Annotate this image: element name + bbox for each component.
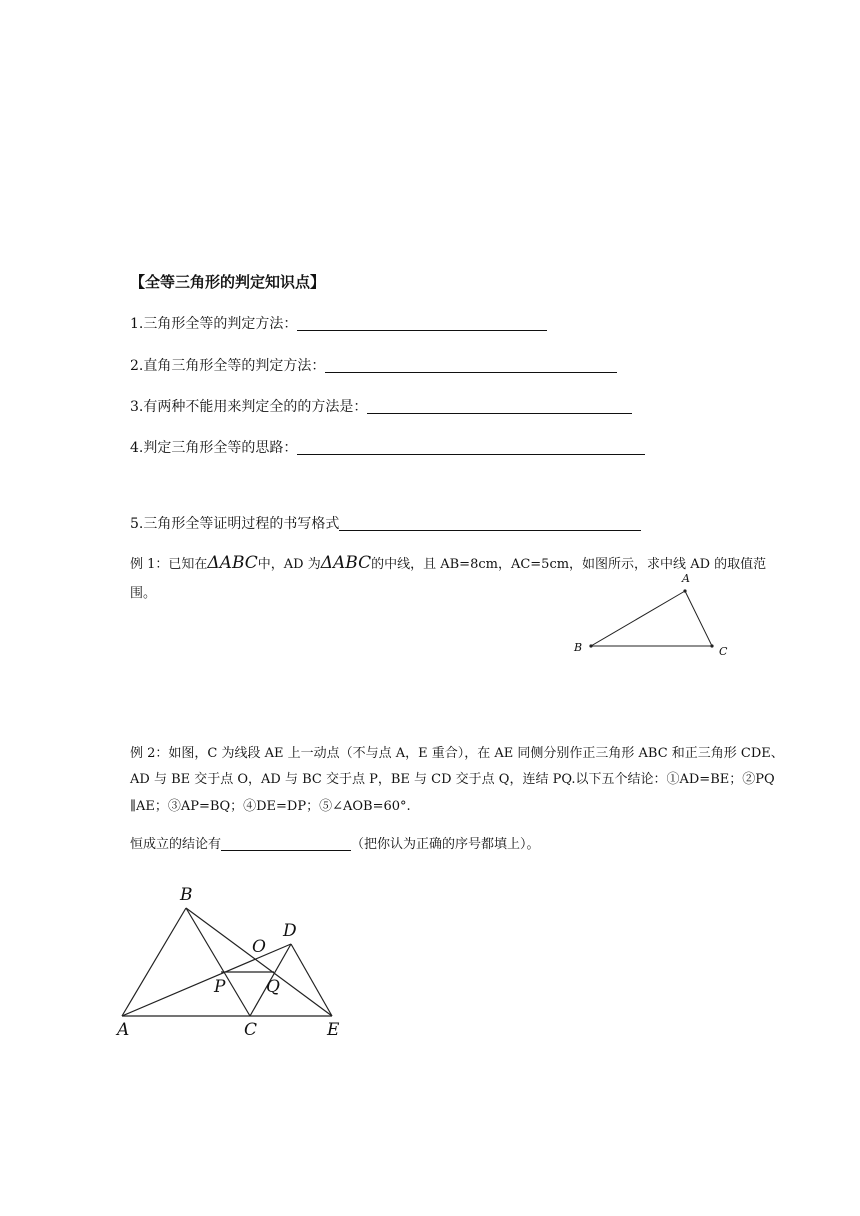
example-2-line-1: 例 2：如图，C 为线段 AE 上一动点（不与点 A，E 重合），在 AE 同侧分别作正三角形 ABC 和正三角形 CDE、 [130, 746, 784, 761]
figure-2-label-c: C [244, 1020, 258, 1040]
figure-2-label-d: D [283, 921, 297, 941]
example-1-text-a: 例 1：已知在 [130, 557, 208, 572]
item-5-label: 5.三角形全等证明过程的书写格式 [130, 516, 340, 532]
figure-2-label-q: Q [266, 977, 280, 997]
item-4-blank[interactable] [297, 440, 645, 455]
figure-2-label-e: E [327, 1020, 340, 1040]
figure-1-label-a: A [682, 572, 690, 585]
figure-2-label-b: B [180, 885, 193, 905]
figure-2-label-p: P [214, 977, 226, 997]
figure-1-label-c: C [719, 645, 728, 658]
figure-1-label-b: B [574, 641, 583, 654]
item-3-label: 3.有两种不能用来判定全的的方法是： [130, 399, 368, 415]
example-1-line-2: 围。 [130, 586, 157, 601]
triangle-symbol: ΔABC [320, 553, 372, 573]
item-5 [130, 513, 641, 533]
example-1-text-b: 中，AD 为 [257, 557, 321, 572]
item-3 [130, 396, 632, 416]
figure-2-triangles [100, 880, 360, 1050]
figure-2-label-a: A [117, 1020, 130, 1040]
item-2-blank[interactable] [325, 358, 617, 373]
example-2-line-2: AD 与 BE 交于点 O，AD 与 BC 交于点 P，BE 与 CD 交于点 Q，连结 PQ.以下五个结论：①AD=BE；②PQ [130, 772, 775, 787]
answer-suffix: （把你认为正确的序号都填上）。 [351, 837, 540, 852]
answer-prefix: 恒成立的结论有 [130, 837, 222, 852]
figure-2-label-o: O [252, 937, 266, 957]
item-3-blank[interactable] [367, 399, 632, 414]
example-2-answer-line [130, 833, 540, 852]
item-2 [130, 355, 617, 375]
item-2-label: 2.直角三角形全等的判定方法： [130, 358, 326, 374]
item-4 [130, 437, 645, 457]
item-4-label: 4.判定三角形全等的思路： [130, 440, 298, 456]
section-title: 【全等三角形的判定知识点】 [130, 273, 326, 291]
item-5-blank[interactable] [339, 516, 641, 531]
item-1 [130, 313, 547, 333]
item-1-label: 1.三角形全等的判定方法： [130, 316, 298, 332]
figure-1-triangle [560, 570, 740, 665]
triangle-symbol: ΔABC [207, 553, 258, 573]
example-2-line-3: ∥AE；③AP=BQ；④DE=DP；⑤∠AOB=60°. [130, 799, 411, 814]
item-1-blank[interactable] [297, 316, 547, 331]
answer-blank[interactable] [221, 837, 351, 851]
example-1-text-c: 的中线，且 AB=8cm，AC=5cm，如图所示，求中线 AD 的取值范 [371, 557, 767, 572]
